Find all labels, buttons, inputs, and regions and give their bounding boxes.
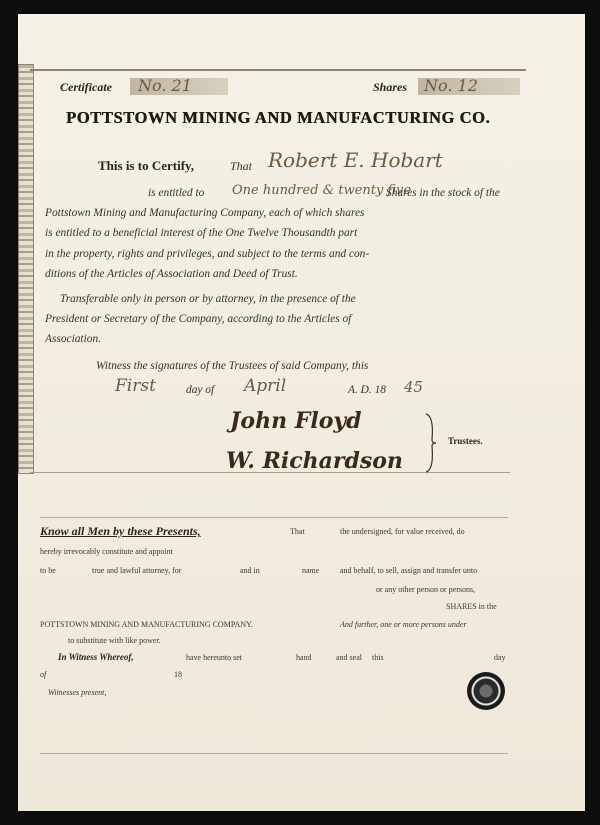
year-written: 45 [404,378,424,396]
certificate-number: No. 21 [138,76,192,95]
r3-attorney: true and lawful attorney, for [92,566,182,575]
ad-label: A. D. 18 [348,384,386,396]
r6-company: POTTSTOWN MINING AND MANUFACTURING COMPANY. [40,620,253,629]
r3-name: name [302,566,320,575]
company-title: POTTSTOWN MINING AND MANUFACTURING CO. [66,108,491,127]
r10-witnesses: Witnesses present, [48,688,107,697]
r6-further: And further, one or more persons under [340,620,467,629]
wax-seal [467,672,505,710]
certify-that: That [230,159,253,173]
ornamental-border [18,64,34,474]
assignment-bottom-rule [40,753,508,754]
r3-behalf: and behalf, to sell, assign and transfer unto [340,566,478,575]
assignment-undersigned: the undersigned, for value received, do [340,527,465,536]
shares-label: Shares [373,80,408,94]
signature-richardson: W. Richardson [226,448,403,474]
body-line-5: ditions of the Articles of Association and Deed of Trust. [45,268,298,280]
transfer-line-1: Transferable only in person or by attorney, in the presence of the [60,293,356,305]
r8-in-witness: In Witness Whereof, [58,652,134,662]
witness-line: Witness the signatures of the Trustees of said Company, this [96,360,369,372]
trustees-label: Trustees. [448,436,483,446]
trustees-brace [424,412,438,474]
assignment-heading: Know all Men by these Presents, [40,524,201,538]
transfer-line-2: President or Secretary of the Company, according to the Articles of [45,313,352,325]
day-of: day of [186,384,215,396]
assignment-top-rule [40,517,508,518]
r8-hand: hand [296,653,312,662]
r7-substitute: to substitute with like power. [68,636,161,645]
r9-of: of [40,670,47,679]
assignment-that: That [290,527,305,536]
r4-persons: or any other person or persons, [376,585,476,594]
r8-hereunto: have hereunto set [186,653,242,662]
certify-prefix: This is to Certify, [98,158,195,173]
month-written: April [244,376,287,396]
certificate-label: Certificate [60,80,112,94]
body-line-2: Pottstown Mining and Manufacturing Company, each of which shares [45,207,365,219]
body-line-1a: is entitled to [148,187,205,199]
assignment-appoint: hereby irrevocably constitute and appoint [40,547,173,556]
transfer-line-3: Association. [45,333,102,345]
body-line-1b: Shares in the stock of the [386,187,500,199]
top-rule [30,69,526,71]
r5-shares: SHARES in the [446,602,497,611]
body-line-4: in the property, rights and privileges, and subject to the terms and con- [45,248,370,260]
r9-18: 18 [174,670,182,679]
r3-to-be: to be [40,566,56,575]
r8-this: this [372,653,384,662]
day-written: First [115,376,156,396]
r3-and-in: and in [240,566,260,575]
body-line-3: is entitled to a beneficial interest of the One Twelve Thousandth part [45,227,358,239]
holder-name: Robert E. Hobart [268,148,443,172]
r8-seal: and seal [336,653,362,662]
r8-day: day [494,653,506,662]
shares-written: One hundred & twenty five [232,183,412,198]
signature-john-floyd: John Floyd [230,408,362,434]
shares-number: No. 12 [424,76,478,95]
